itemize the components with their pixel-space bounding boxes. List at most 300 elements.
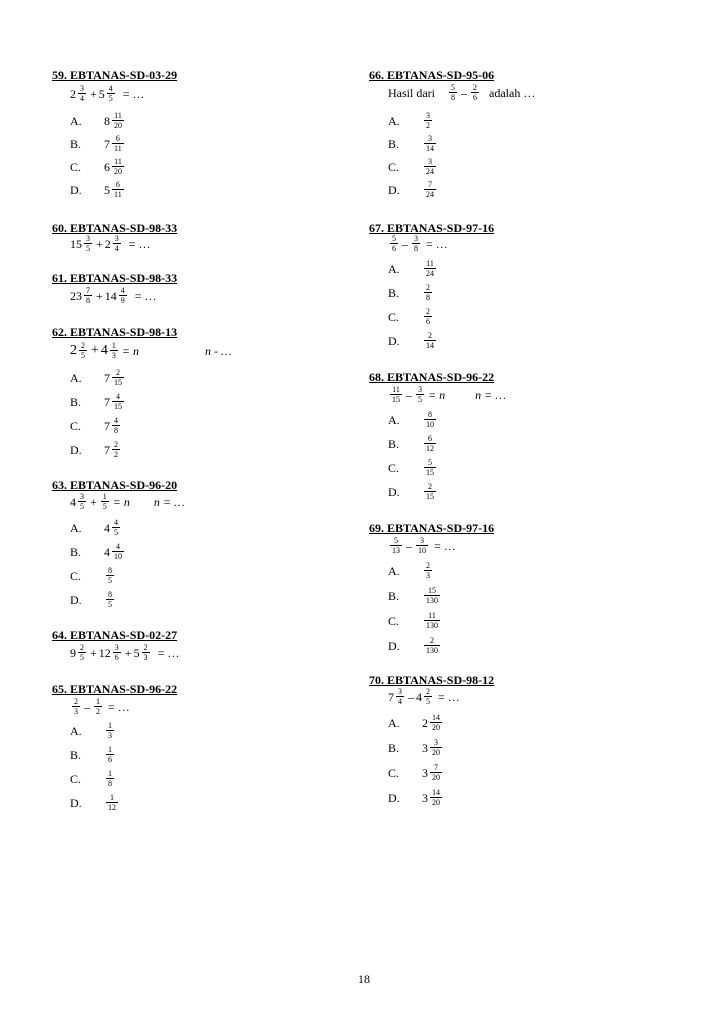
fraction [101, 493, 109, 511]
whole-number: 7 [104, 418, 110, 433]
numerator: 11 [114, 157, 122, 166]
denominator: 15 [426, 492, 434, 501]
option-a[interactable] [388, 411, 438, 429]
question-stem [70, 342, 234, 360]
fraction [106, 722, 114, 740]
option-b[interactable] [388, 135, 438, 153]
stem-prefix: Hasil dari [388, 85, 435, 100]
fraction [390, 537, 402, 555]
numerator: 2 [143, 643, 148, 652]
stem-text: adalah … [489, 85, 536, 100]
whole-number: 2 [70, 343, 77, 358]
option-label: A. [388, 113, 400, 128]
numerator: 1 [102, 492, 107, 501]
numerator: 11 [426, 259, 434, 268]
page-number: 18 [358, 972, 370, 986]
option-label: A. [70, 520, 82, 535]
option-label: B. [388, 588, 400, 603]
fraction [112, 112, 124, 130]
denominator: 3 [426, 571, 430, 580]
denominator: 130 [426, 621, 438, 630]
fraction [78, 644, 86, 662]
fraction [112, 519, 120, 537]
numerator: 2 [426, 561, 430, 570]
denominator: 20 [432, 723, 440, 732]
numerator: 2 [428, 331, 432, 340]
operator: = … [434, 538, 456, 553]
whole-number: 6 [104, 159, 110, 174]
fraction [112, 441, 120, 459]
numerator: 5 [451, 83, 455, 92]
fraction [79, 342, 87, 360]
question-header: 68. EBTANAS-SD-96-22 [369, 370, 495, 384]
question-stem [388, 688, 462, 706]
numerator: 7 [434, 763, 438, 772]
option-d[interactable] [70, 441, 122, 459]
numerator: 8 [108, 566, 112, 575]
option-c[interactable] [70, 417, 122, 435]
option-label: C. [70, 568, 82, 583]
fraction [112, 181, 124, 199]
denominator: 10 [426, 420, 434, 429]
option-label: B. [70, 747, 82, 762]
numerator: 1 [108, 769, 112, 778]
fraction [112, 369, 124, 387]
option-d[interactable] [388, 637, 442, 655]
numerator: 14 [432, 788, 440, 797]
denominator: 2 [426, 121, 430, 130]
fraction [107, 85, 115, 103]
numerator: 6 [115, 134, 120, 143]
denominator: 5 [108, 576, 112, 585]
option-c[interactable] [70, 770, 116, 788]
fraction [113, 235, 121, 253]
option-label: D. [388, 638, 400, 653]
fraction [78, 493, 86, 511]
option-label: B. [388, 740, 400, 755]
whole-number: 14 [104, 288, 117, 303]
option-b[interactable] [388, 435, 438, 453]
option-label: A. [70, 370, 82, 385]
operator: n = … [153, 494, 185, 509]
option-label: C. [70, 418, 82, 433]
numerator: 2 [473, 83, 477, 92]
denominator: 2 [114, 450, 118, 459]
option-d[interactable] [70, 181, 126, 199]
operator: = … [438, 689, 460, 704]
fraction [424, 459, 436, 477]
fraction [390, 386, 402, 404]
question-stem [388, 537, 458, 555]
question-stem [70, 493, 187, 511]
question-header: 60. EBTANAS-SD-98-33 [52, 221, 178, 235]
fraction [424, 158, 436, 176]
option-label: D. [70, 442, 82, 457]
numerator: 8 [108, 590, 112, 599]
operator: – [402, 236, 408, 251]
whole-number: 15 [70, 236, 82, 251]
option-label: C. [70, 771, 82, 786]
denominator: 20 [432, 798, 440, 807]
denominator: 8 [108, 779, 112, 788]
denominator: 12 [426, 444, 434, 453]
operator: + [91, 343, 99, 358]
numerator: 2 [426, 307, 430, 316]
denominator: 6 [473, 93, 477, 102]
option-label: D. [388, 484, 400, 499]
numerator: 3 [398, 687, 402, 696]
option-label: D. [388, 790, 400, 805]
numerator: 2 [74, 697, 78, 706]
option-b[interactable] [388, 739, 444, 757]
operator: n = … [475, 387, 506, 402]
fraction [416, 386, 424, 404]
denominator: 6 [392, 244, 396, 253]
whole-number: 7 [104, 442, 110, 457]
fraction [471, 84, 479, 102]
denominator: 3 [143, 653, 148, 662]
numerator: 14 [432, 713, 440, 722]
question-header: 64. EBTANAS-SD-02-27 [52, 628, 178, 642]
question-stem [388, 386, 508, 404]
question-header: 59. EBTANAS-SD-03-29 [52, 68, 178, 82]
denominator: 6 [426, 317, 430, 326]
denominator: 8 [426, 293, 430, 302]
option-c[interactable] [388, 612, 442, 630]
option-c[interactable] [388, 764, 444, 782]
option-c[interactable] [70, 567, 116, 585]
fraction [106, 567, 114, 585]
fraction [84, 235, 92, 253]
option-d[interactable] [70, 794, 120, 812]
numerator: 11 [428, 611, 436, 620]
option-a[interactable] [70, 722, 116, 740]
numerator: 4 [108, 84, 113, 93]
option-label: D. [70, 795, 82, 810]
operator: = … [134, 288, 157, 303]
denominator: 6 [114, 653, 119, 662]
option-label: B. [70, 136, 82, 151]
numerator: 4 [116, 542, 120, 551]
numerator: 3 [86, 234, 90, 243]
option-c[interactable] [388, 459, 438, 477]
fraction [112, 158, 124, 176]
fraction [424, 284, 432, 302]
fraction [430, 764, 442, 782]
whole-number: 2 [104, 236, 111, 251]
option-label: B. [388, 436, 400, 451]
option-b[interactable] [70, 746, 116, 764]
whole-number: 2 [422, 715, 428, 730]
numerator: 11 [114, 111, 122, 120]
denominator: 11 [114, 144, 122, 153]
operator: = … [128, 236, 151, 251]
denominator: 3 [108, 731, 112, 740]
fraction [424, 332, 436, 350]
option-d[interactable] [388, 181, 438, 199]
option-b[interactable] [70, 135, 126, 153]
denominator: 20 [114, 121, 122, 130]
denominator: 8 [86, 296, 90, 305]
option-a[interactable] [70, 519, 122, 537]
numerator: 2 [80, 643, 84, 652]
fraction [142, 644, 150, 662]
whole-number: 5 [104, 182, 110, 197]
question-header: 66. EBTANAS-SD-95-06 [369, 68, 495, 82]
denominator: 8 [414, 244, 418, 253]
option-b[interactable] [70, 543, 126, 561]
fraction [390, 235, 398, 253]
numerator: 2 [114, 440, 118, 449]
fraction [449, 84, 457, 102]
fraction [424, 411, 436, 429]
fraction [78, 85, 86, 103]
numerator: 2 [426, 687, 430, 696]
numerator: 2 [426, 283, 430, 292]
fraction [84, 287, 92, 305]
question-stem [70, 235, 153, 253]
fraction [424, 562, 432, 580]
whole-number: 4 [104, 544, 110, 559]
fraction [112, 543, 124, 561]
numerator: 3 [420, 536, 424, 545]
operator: = n [112, 494, 130, 509]
option-c[interactable] [388, 158, 438, 176]
fraction [424, 112, 432, 130]
fraction [416, 537, 428, 555]
numerator: 7 [428, 180, 432, 189]
denominator: 5 [108, 94, 113, 103]
fraction [424, 181, 436, 199]
numerator: 3 [114, 643, 119, 652]
numerator: 1 [108, 745, 112, 754]
whole-number: 7 [104, 394, 110, 409]
numerator: 1 [111, 341, 116, 350]
option-label: A. [70, 723, 82, 738]
question-header: 65. EBTANAS-SD-96-22 [52, 682, 178, 696]
denominator: 130 [426, 596, 438, 605]
denominator: 15 [392, 395, 400, 404]
fraction [119, 287, 127, 305]
denominator: 5 [102, 502, 107, 511]
denominator: 130 [426, 646, 438, 655]
fraction [424, 483, 436, 501]
denominator: 4 [80, 94, 84, 103]
option-label: A. [388, 261, 400, 276]
numerator: 4 [120, 286, 125, 295]
fraction [72, 698, 80, 716]
fraction [424, 688, 432, 706]
denominator: 3 [111, 351, 116, 360]
operator: + [90, 494, 97, 509]
option-label: C. [388, 309, 400, 324]
numerator: 3 [80, 84, 84, 93]
option-c[interactable] [388, 308, 434, 326]
option-label: B. [70, 544, 82, 559]
operator: – [84, 699, 90, 714]
option-label: B. [388, 136, 400, 151]
whole-number: 4 [416, 689, 422, 704]
denominator: 5 [81, 351, 85, 360]
denominator: 5 [86, 244, 90, 253]
denominator: 14 [426, 341, 434, 350]
numerator: 3 [428, 157, 432, 166]
fraction [424, 260, 436, 278]
option-label: C. [388, 159, 400, 174]
fraction [412, 235, 420, 253]
option-label: D. [70, 592, 82, 607]
numerator: 6 [428, 434, 432, 443]
option-a[interactable] [70, 112, 126, 130]
whole-number: 4 [104, 520, 110, 535]
option-c[interactable] [70, 158, 126, 176]
denominator: 9 [120, 296, 125, 305]
operator: = … [108, 699, 130, 714]
option-a[interactable] [388, 714, 444, 732]
numerator: 3 [426, 111, 430, 120]
operator: – [406, 387, 412, 402]
fraction [110, 342, 118, 360]
question-stem [70, 287, 159, 305]
operator: n - … [205, 343, 232, 358]
denominator: 10 [114, 552, 122, 561]
whole-number: 2 [70, 86, 76, 101]
operator: = n [428, 387, 446, 402]
fraction [106, 770, 114, 788]
denominator: 14 [426, 144, 434, 153]
numerator: 4 [114, 416, 118, 425]
fraction [396, 688, 404, 706]
denominator: 20 [114, 167, 122, 176]
option-label: C. [388, 765, 400, 780]
numerator: 3 [80, 492, 84, 501]
option-a[interactable] [388, 260, 438, 278]
fraction [430, 714, 442, 732]
denominator: 5 [80, 502, 84, 511]
option-label: D. [388, 333, 400, 348]
option-label: D. [70, 182, 82, 197]
option-a[interactable] [70, 369, 126, 387]
denominator: 8 [451, 93, 455, 102]
question-header: 61. EBTANAS-SD-98-33 [52, 271, 178, 285]
option-label: C. [388, 460, 400, 475]
whole-number: 7 [104, 136, 110, 151]
numerator: 3 [414, 234, 418, 243]
fraction [424, 308, 432, 326]
question-header: 70. EBTANAS-SD-98-12 [369, 673, 495, 687]
whole-number: 9 [70, 645, 76, 660]
option-label: B. [70, 394, 82, 409]
operator: + [90, 645, 97, 660]
denominator: 3 [74, 707, 78, 716]
fraction [106, 746, 114, 764]
question-header: 69. EBTANAS-SD-97-16 [369, 521, 495, 535]
whole-number: 4 [100, 343, 108, 358]
option-label: B. [388, 285, 400, 300]
whole-number: 12 [98, 645, 111, 660]
question-header: 67. EBTANAS-SD-97-16 [369, 221, 495, 235]
operator: + [124, 645, 132, 660]
denominator: 5 [80, 653, 84, 662]
numerator: 7 [86, 286, 90, 295]
whole-number: 23 [70, 288, 82, 303]
operator: – [408, 689, 414, 704]
option-label: C. [388, 613, 400, 628]
numerator: 2 [81, 341, 85, 350]
numerator: 4 [116, 392, 120, 401]
fraction [424, 612, 440, 630]
denominator: 13 [392, 546, 400, 555]
numerator: 2 [116, 368, 120, 377]
operator: = … [157, 645, 180, 660]
fraction [113, 644, 121, 662]
whole-number: 5 [133, 645, 140, 660]
numerator: 2 [430, 636, 434, 645]
option-label: A. [388, 412, 400, 427]
denominator: 8 [114, 426, 118, 435]
denominator: 20 [432, 773, 440, 782]
fraction [424, 587, 440, 605]
question-stem [388, 235, 450, 253]
denominator: 2 [96, 707, 100, 716]
option-label: A. [70, 113, 82, 128]
whole-number: 5 [98, 86, 105, 101]
operator: = … [426, 236, 448, 251]
denominator: 10 [418, 546, 426, 555]
denominator: 24 [426, 269, 434, 278]
numerator: 4 [114, 518, 118, 527]
denominator: 15 [426, 468, 434, 477]
option-d[interactable] [70, 591, 116, 609]
whole-number: 8 [104, 113, 110, 128]
denominator: 12 [108, 803, 116, 812]
numerator: 11 [392, 385, 400, 394]
option-d[interactable] [388, 332, 438, 350]
question-stem [70, 85, 147, 103]
option-a[interactable] [388, 112, 434, 130]
numerator: 3 [428, 134, 432, 143]
operator: + [90, 86, 97, 101]
numerator: 5 [428, 458, 432, 467]
whole-number: 3 [422, 740, 428, 755]
option-b[interactable] [70, 393, 126, 411]
numerator: 5 [392, 234, 396, 243]
denominator: 15 [114, 378, 122, 387]
option-d[interactable] [388, 483, 438, 501]
fraction [112, 393, 124, 411]
denominator: 5 [418, 395, 422, 404]
option-a[interactable] [388, 562, 434, 580]
fraction [430, 789, 442, 807]
option-d[interactable] [388, 789, 444, 807]
fraction [106, 794, 118, 812]
numerator: 15 [428, 586, 436, 595]
operator: + [96, 236, 103, 251]
option-label: A. [388, 563, 400, 578]
fraction [112, 417, 120, 435]
option-label: A. [388, 715, 400, 730]
question-header: 63. EBTANAS-SD-96-20 [52, 478, 178, 492]
fraction [430, 739, 442, 757]
operator: + [96, 288, 103, 303]
denominator: 5 [108, 600, 112, 609]
option-b[interactable] [388, 587, 442, 605]
option-b[interactable] [388, 284, 434, 302]
denominator: 5 [114, 528, 118, 537]
denominator: 5 [426, 697, 430, 706]
operator: = n [121, 343, 140, 358]
denominator: 11 [114, 190, 122, 199]
